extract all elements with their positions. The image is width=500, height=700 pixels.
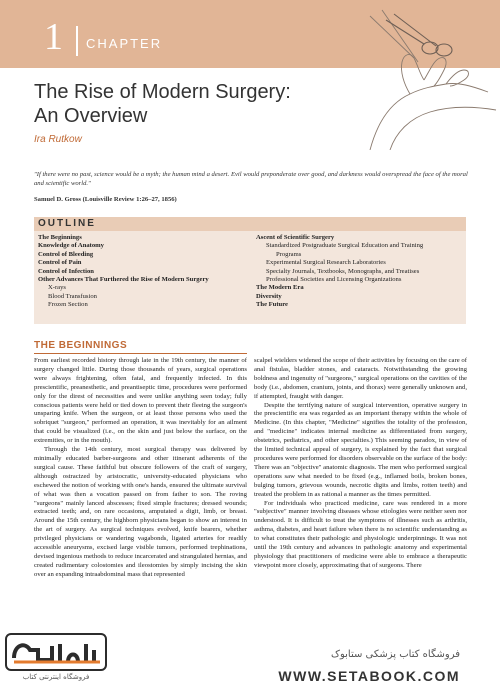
outline-item[interactable]: Other Advances That Furthered the Rise of Modern Surgery xyxy=(38,276,209,284)
outline-item[interactable]: The Beginnings xyxy=(38,234,82,241)
setabook-logo xyxy=(4,632,108,682)
chapter-label: CHAPTER xyxy=(86,36,163,51)
outline-right-column xyxy=(256,234,462,310)
title-line-2: An Overview xyxy=(34,105,148,127)
body-column-right xyxy=(254,357,467,571)
outline-item[interactable]: Control of Pain xyxy=(38,259,82,267)
outline-item[interactable]: Control of Bleeding xyxy=(38,250,94,258)
outline-subitem-continued: Programs xyxy=(276,250,302,258)
body-paragraph: scalpel wielders widened the scope of their activities by focusing on the care of anal fistulas, bladder stones, and cataracts. Notwithstanding the growing boldness and ingenuity of "surgeons," surgical operations on the cavities of the body (i.e., abdomen, cranium, joints, and thorax) were generally unknown and, if attempted, fraught with danger. xyxy=(254,357,467,400)
outline-item[interactable]: The Future xyxy=(256,301,288,309)
section-heading: THE BEGINNINGS xyxy=(34,340,128,351)
body-paragraph: Through the 14th century, most surgical therapy was delivered by minimally educated barber-surgeons and other itinerant adherents of the surgical cause. These faithful but obscure followers of the craft of surgery, although ostracized by aristocratic, university-educated physicians who eschewed the notion of working with one's hands, ensured the ultimate survival of what was then a vocation passed on from father to son. The roving "surgeons" mainly lanced abscesses; fixed simple fractures; dressed wounds; extracted teeth; and, on rare occasions, amputated a digit, limb, or breast. Around the 15th century, the highborn physicians began to show an interest in the art of surgery. As surgical techniques evolved, knife bearers, whether privileged physicians or wandering vagabonds, ligated arteries for readily accessible aneurysms, excised large visible tumors, performed trephinations, devised ingenious methods to reduce incarcerated and strangulated hernias, and created rudimentary colostomies and ileostomies by simply incising the skin over an expanding intraabdominal mass that represented xyxy=(34,446,247,578)
store-name: فروشگاه کتاب پزشکی ستابوک xyxy=(331,649,460,660)
outline-item[interactable]: Diversity xyxy=(256,292,282,300)
outline-subitem[interactable]: Standardized Postgraduate Surgical Education and Training xyxy=(266,242,424,250)
store-watermark xyxy=(0,620,500,700)
epigraph-source: Samuel D. Gross (Louisville Review 1:26–27, 1856) xyxy=(34,196,177,203)
outline-subitem[interactable]: Blood Transfusion xyxy=(48,292,97,300)
outline-subitem[interactable]: X-rays xyxy=(48,284,66,292)
body-column-left xyxy=(34,357,247,580)
outline-subitem[interactable]: Experimental Surgical Research Laboratories xyxy=(266,259,386,267)
hand-scissors-illustration xyxy=(330,0,500,150)
outline-subitem[interactable]: Professional Societies and Licensing Organizations xyxy=(266,276,402,284)
epigraph-quote: "If there were no past, science would be a myth; the human mind a desert. Evil would preponderate over good, and darkness would overspread the face of the moral and scientific world." xyxy=(34,171,468,187)
outline-left-column xyxy=(38,234,248,310)
outline-item[interactable]: Ascent of Scientific Surgery xyxy=(256,234,335,241)
outline-box xyxy=(34,217,466,324)
outline-header xyxy=(34,217,466,231)
author-name: Ira Rutkow xyxy=(34,134,82,145)
outline-item[interactable]: The Modern Era xyxy=(256,284,304,292)
title-line-1: The Rise of Modern Surgery: xyxy=(34,81,291,103)
outline-item[interactable]: Knowledge of Anatomy xyxy=(38,242,104,250)
outline-subitem[interactable]: Specialty Journals, Textbooks, Monographs, and Treatises xyxy=(266,267,420,275)
body-paragraph: From earliest recorded history through late in the 19th century, the manner of surgery changed little. During those thousands of years, surgical operations were always frightening, often fatal, and frequently infected. In this prescientific, preanesthetic, and preantiseptic time, procedures were performed only for the direst of necessities and were unlike anything seen today; fully conscious patients were held or tied down to prevent their fleeing the surgeon's unsparing knife. When the surgeon, or at least those persons who used the sobriquet "surgeon," performed an operation, it was inevitably for an ailment that could be visualized (i.e., on the skin and just below the surface, on the extremities, or in the mouth). xyxy=(34,357,247,445)
outline-subitem[interactable]: Frozen Section xyxy=(48,301,88,309)
outline-heading: OUTLINE xyxy=(38,218,96,229)
outline-item[interactable]: Control of Infection xyxy=(38,267,94,275)
body-paragraph: Despite the terrifying nature of surgical intervention, operative surgery in the prescientific era was regarded as an important therapy within the whole of Medicine. (In this chapter, "Medicine" signifies the totality of the profession, and "medicine" indicates internal medicine as differentiated from surgery, obstetrics, pediatrics, and other specialties.) This seeming paradox, in view of the limited technical appeal of surgery, is explained by the fact that surgical procedures were performed for disorders observable on the surface of the body: There was an "objective" anatomic diagnosis. The men who performed surgical operations saw what needed to be fixed (e.g., inflamed boils, broken bones, bulging tumors, grievous wounds, necrotic digits and limbs, rotten teeth) and treated the problem in as rational a manner as the times permitted. xyxy=(254,401,467,498)
store-url[interactable]: WWW.SETABOOK.COM xyxy=(278,668,460,684)
chapter-title xyxy=(34,80,304,128)
section-rule xyxy=(34,353,247,354)
chapter-divider xyxy=(76,26,78,56)
body-paragraph: For individuals who practiced medicine, care was rendered in a more "subjective" manner involving diseases whose etiologies were neither seen nor understood. It is difficult to treat the symptoms of illnesses such as arthritis, asthma, diabetes, and heart failure when there is no scientific understanding as to what constitutes their pathologic and physiologic underpinnings. It was not until the 19th century and advances in pathologic anatomy and experimental physiology that practitioners of medicine were able to embrace a therapeutic viewpoint more closely, approximating that of surgeons. There xyxy=(254,499,467,569)
chapter-number: 1 xyxy=(44,16,63,58)
logo-tagline: فروشگاه اینترنتی کتاب xyxy=(22,673,90,681)
